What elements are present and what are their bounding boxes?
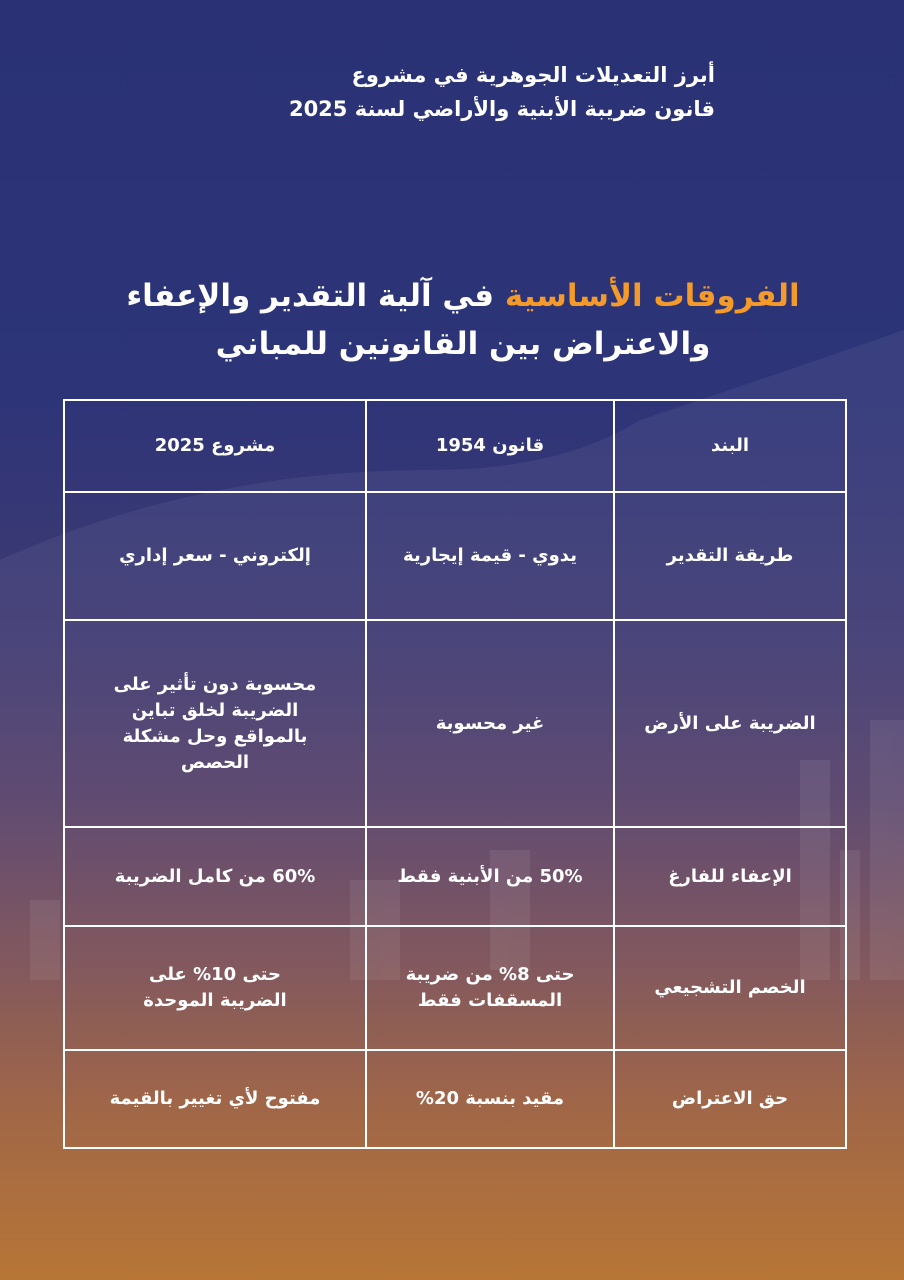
table-header-row [64,400,846,492]
title-line1-rest: في آلية التقدير والإعفاء [126,278,495,314]
table-cell: حتى 10% على الضريبة الموحدة [64,926,366,1050]
table-cell: محسوبة دون تأثير على الضريبة لخلق تباين بالمواقع وحل مشكلة الحصص [64,620,366,827]
header-cell: البند [614,400,846,492]
table-cell: الإعفاء للفارغ [614,827,846,926]
table-cell: إلكتروني - سعر إداري [64,492,366,620]
comparison-table [63,399,847,1149]
table-cell: 50% من الأبنية فقط [366,827,614,926]
table-row [64,926,846,1050]
table-cell: الخصم التشجيعي [614,926,846,1050]
table-row [64,827,846,926]
header-cell: قانون 1954 [366,400,614,492]
table-row [64,620,846,827]
table-cell: الضريبة على الأرض [614,620,846,827]
table-cell: طريقة التقدير [614,492,846,620]
title-highlight: الفروقات الأساسية [504,278,800,314]
page-title [40,272,886,368]
table-cell: مقيد بنسبة 20% [366,1050,614,1148]
title-line2: والاعتراض بين القانونين للمباني [215,326,711,362]
table-cell: حتى 8% من ضريبة المسقفات فقط [366,926,614,1050]
table-cell: يدوي - قيمة إيجارية [366,492,614,620]
table-cell: غير محسوبة [366,620,614,827]
subtitle-line1: أبرز التعديلات الجوهرية في مشروع [351,63,715,87]
header-cell: مشروع 2025 [64,400,366,492]
table-row [64,492,846,620]
table-cell: حق الاعتراض [614,1050,846,1148]
table-row [64,1050,846,1148]
subtitle [150,58,715,126]
subtitle-line2: قانون ضريبة الأبنية والأراضي لسنة 2025 [288,97,715,121]
table-cell: مفتوح لأي تغيير بالقيمة [64,1050,366,1148]
table-cell: 60% من كامل الضريبة [64,827,366,926]
